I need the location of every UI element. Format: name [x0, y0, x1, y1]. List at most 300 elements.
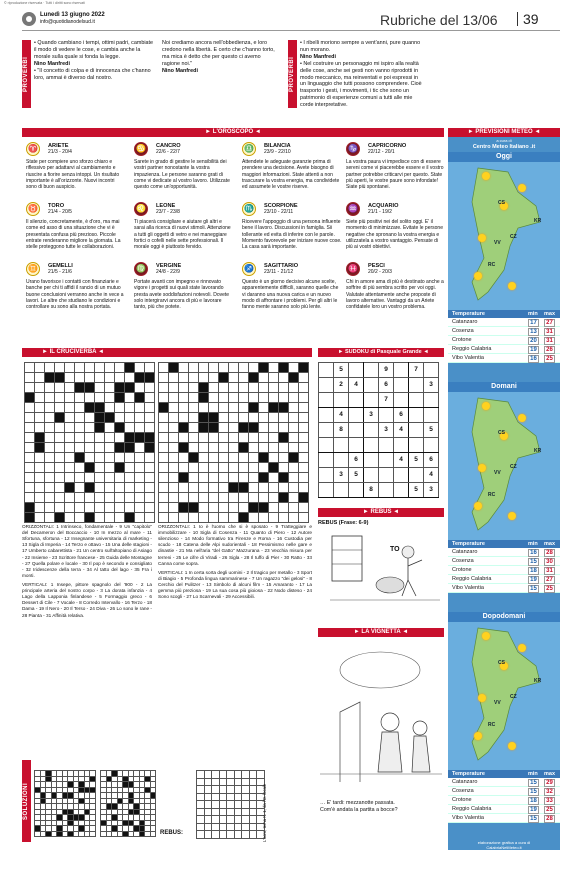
crossword-cell [75, 363, 85, 373]
sudoku-cell [319, 483, 334, 498]
crossword-cell [189, 403, 199, 413]
temperature-row [448, 327, 560, 336]
crossword-cell [169, 463, 179, 473]
cruciverba-title: ► IL CRUCIVERBA ◄ [22, 348, 312, 357]
crossword-cell [279, 403, 289, 413]
proverb-author: Nino Manfredi [300, 53, 336, 60]
sign-text: Attendete le adeguate garanzie prima di prendere una decisione. Avete bisogno di maggiori informazioni. State attenti a non trascurare la vostra energia, ma condividete ed assumete le vostre riserve. [242, 159, 340, 190]
crossword-cell [159, 393, 169, 403]
crossword-cell [65, 403, 75, 413]
crossword-cell [219, 433, 229, 443]
sudoku-cell [349, 363, 364, 378]
header-divider [517, 12, 518, 26]
crossword-cell [55, 413, 65, 423]
sudoku-cell [424, 393, 439, 408]
crossword-cell [125, 463, 135, 473]
crossword-cell [45, 373, 55, 383]
crossword-cell [234, 808, 242, 816]
city-marker: KR [534, 448, 542, 454]
zodiac-icon: ♑ [346, 142, 360, 156]
sudoku-cell [394, 363, 409, 378]
crossword-cell [279, 483, 289, 493]
crossword-cell [65, 413, 75, 423]
newspaper-logo [22, 12, 36, 26]
crossword-cell [35, 453, 45, 463]
crossword-cell [75, 463, 85, 473]
sudoku-cell [364, 363, 379, 378]
meteo-credit: elaborazione grafica a cura di [477, 840, 531, 845]
crossword-cell [279, 433, 289, 443]
sun-icon [474, 272, 482, 280]
sudoku-cell: 8 [364, 483, 379, 498]
crossword-cell [95, 443, 105, 453]
oroscopo-title: ► L'OROSCOPO ◄ [22, 128, 444, 137]
crossword-cell [259, 403, 269, 413]
crossword-cell [145, 363, 155, 373]
sign-name: VERGINE [156, 263, 182, 269]
clues-grid-1 [22, 524, 152, 724]
city-name: Cosenza [452, 558, 474, 564]
crossword-cell [234, 823, 242, 831]
rebus-title: ► REBUS ◄ [318, 508, 444, 517]
crossword-cell [179, 393, 189, 403]
min-temp: 19 [528, 576, 539, 584]
crossword-cell [242, 823, 250, 831]
crossword-cell [75, 383, 85, 393]
crossword-cell [234, 793, 242, 801]
crossword-cell [150, 831, 156, 837]
crossword-cell [249, 771, 257, 779]
meteo-forecasts [448, 152, 560, 838]
proverb-text: • I ribelli moriono sempre a vent'anni, pure quanno nun morano. [300, 40, 421, 53]
crossword-cell [159, 413, 169, 423]
crossword-cell [289, 373, 299, 383]
crossword-cell [279, 513, 289, 523]
crossword-cell [55, 493, 65, 503]
crossword-cell [55, 363, 65, 373]
solution-grid-2 [100, 770, 156, 837]
crossword-cell [145, 493, 155, 503]
crossword-cell [75, 373, 85, 383]
crossword-cell [239, 453, 249, 463]
solution-sudoku-grid [196, 770, 265, 839]
zodiac-icon: ♊ [26, 262, 40, 276]
crossword-cell [279, 423, 289, 433]
crossword-cell [115, 403, 125, 413]
sign-name: CANCRO [156, 143, 181, 149]
city-marker: CZ [510, 234, 517, 240]
sign-dates: 23/11 - 21/12 [264, 269, 294, 275]
sudoku-cell [349, 483, 364, 498]
crossword-cell [249, 463, 259, 473]
crossword-cell [259, 433, 269, 443]
crossword-cell [299, 453, 309, 463]
sudoku-cell [409, 423, 424, 438]
crossword-cell [242, 786, 250, 794]
crossword-cell [229, 363, 239, 373]
crossword-cell [145, 373, 155, 383]
crossword-cell [234, 816, 242, 824]
crossword-cell [219, 503, 229, 513]
sign-text: State per compiere uno sforzo chiaro e riflessivo per adattarvi al cambiamento e riuscire a fiorire senza intoppi. Un risultato importante è all'orizzonte. Nuovi incontri sono di buon auspicio. [26, 159, 120, 190]
city-name: Cosenza [452, 328, 474, 334]
crossword-cell [279, 453, 289, 463]
crossword-cell [159, 373, 169, 383]
crossword-cell [115, 473, 125, 483]
crossword-cell [259, 383, 269, 393]
crossword-cell [95, 433, 105, 443]
temperature-label: Temperature [452, 541, 485, 547]
crossword-cell [219, 808, 227, 816]
crossword-cell [219, 831, 227, 839]
crossword-cell [115, 413, 125, 423]
sudoku-cell: 3 [424, 483, 439, 498]
crossword-cell [249, 433, 259, 443]
sign-name: TORO [48, 203, 65, 209]
crossword-cell [269, 383, 279, 393]
crossword-cell [45, 363, 55, 373]
crossword-cell [179, 463, 189, 473]
sudoku-cell: 3 [379, 423, 394, 438]
crossword-cell [179, 513, 189, 523]
proverbi-label-right: PROVERBI [288, 40, 297, 108]
crossword-cell [125, 483, 135, 493]
crossword-cell [45, 403, 55, 413]
rebus-letters: TO [390, 546, 400, 553]
crossword-cell [95, 413, 105, 423]
zodiac-icon: ♉ [26, 202, 40, 216]
vignetta-caption: … E' tardi: mezzanotte passata. Com'è andata la partita a bocce? [320, 800, 398, 813]
forecast-day-title: Oggi [448, 152, 560, 162]
horoscope-sign [242, 202, 342, 260]
crossword-cell [212, 771, 220, 779]
crossword-cell [75, 403, 85, 413]
crossword-cell [197, 816, 205, 824]
crossword-cell [249, 513, 259, 523]
sun-icon [482, 402, 490, 410]
zodiac-icon: ♌ [134, 202, 148, 216]
horoscope-sign [134, 142, 234, 200]
sudoku-cell [334, 393, 349, 408]
sign-text: Il silenzio, concretamente, è d'oro, ma mai come ed asso di una situazione che vi è presentata confusa più prezioso. Piccole entrate renderanno migliore la giornata. La stelle proteggono tutte le collaborazioni. [26, 219, 121, 250]
crossword-cell [199, 503, 209, 513]
crossword-cell [209, 453, 219, 463]
crossword-cell [105, 373, 115, 383]
crossword-cell [189, 503, 199, 513]
min-temp: 16 [528, 355, 539, 363]
horoscope-sign [26, 202, 126, 260]
sudoku-cell [379, 408, 394, 423]
city-marker: RC [488, 722, 496, 728]
crossword-cell [65, 373, 75, 383]
crossword-cell [179, 453, 189, 463]
crossword-cell [179, 423, 189, 433]
crossword-cell [159, 503, 169, 513]
crossword-cell [212, 808, 220, 816]
crossword-cell [239, 363, 249, 373]
city-name: Vibo Valentia [452, 585, 484, 591]
sudoku-cell: 3 [334, 468, 349, 483]
city-name: Crotone [452, 567, 472, 573]
crossword-cell [105, 503, 115, 513]
meteo-day-panel [448, 612, 560, 838]
crossword-cell [229, 423, 239, 433]
sign-name: CAPRICORNO [368, 143, 407, 149]
zodiac-icon: ♏ [242, 202, 256, 216]
crossword-cell [227, 801, 235, 809]
crossword-cell [279, 493, 289, 503]
crossword-cell [125, 363, 135, 373]
crossword-cell [125, 413, 135, 423]
crossword-cell [249, 801, 257, 809]
crossword-cell [145, 503, 155, 513]
crossword-cell [135, 383, 145, 393]
crossword-cell [135, 433, 145, 443]
crossword-cell [105, 453, 115, 463]
crossword-cell [219, 453, 229, 463]
crossword-cell [145, 463, 155, 473]
crossword-cell [65, 383, 75, 393]
crossword-cell [289, 383, 299, 393]
crossword-cell [299, 383, 309, 393]
temperature-row [448, 787, 560, 796]
sign-text: Ti piacerà consigliare e aiutare gli altri e sarai alla ricerca di nuovi stimoli. Attenzione a tutti gli oggetti di vetro e nei maneggiare fortici o cofelli nelle sette professionali. Il morale oggi è piuttosto fervido. [134, 219, 231, 250]
sudoku-cell: 5 [334, 363, 349, 378]
crossword-cell [219, 823, 227, 831]
crossword-cell [234, 778, 242, 786]
sudoku-cell [409, 438, 424, 453]
max-temp: 27 [544, 319, 555, 327]
crossword-cell [209, 433, 219, 443]
crossword-cell [169, 493, 179, 503]
sudoku-cell: 9 [379, 363, 394, 378]
header-rule [22, 30, 560, 31]
crossword-cell [125, 373, 135, 383]
crossword-cell [159, 383, 169, 393]
crossword-cell [105, 463, 115, 473]
crossword-cell [219, 393, 229, 403]
sign-text: Urano favorisce i contatti con finanziarie e banche per chi ti affidi il rancio di un mutuo buone conclusioni verranno anche in vece a lavori. Le altre che studiano le condizioni e controllare su sono alla nostra portata. [26, 279, 124, 310]
crossword-cell [25, 453, 35, 463]
crossword-cell [159, 453, 169, 463]
min-temp: 13 [528, 328, 539, 336]
sudoku-label: ► SUDOKU [338, 349, 369, 355]
crossword-cell [65, 423, 75, 433]
crossword-cell [289, 483, 299, 493]
min-temp: 15 [528, 558, 539, 566]
horoscope-sign [242, 142, 342, 200]
min-temp: 15 [528, 779, 539, 787]
crossword-cell [227, 786, 235, 794]
crossword-cell [249, 778, 257, 786]
crossword-cell [234, 786, 242, 794]
crossword-cell [219, 493, 229, 503]
sign-text: Portate avanti con impegno e rinnovato vigore i progetti sui quali state lavorando presta avete soddisfazioni notevoli. Dovete solo intergirarvi ancora di più e lavorare tanto, più che potete. [134, 279, 230, 310]
crossword-cell [25, 363, 35, 373]
crossword-cell [95, 363, 105, 373]
sign-name: SCORPIONE [264, 203, 298, 209]
crossword-cell [239, 413, 249, 423]
crossword-cell [95, 513, 105, 523]
sun-icon [482, 172, 490, 180]
rebus-drawing-icon [330, 530, 440, 605]
crossword-cell [189, 463, 199, 473]
contact-email[interactable]: info@quotidianodelsud.it [40, 19, 95, 25]
solution-rebus-label: REBUS: [160, 830, 184, 836]
crossword-cell [227, 793, 235, 801]
crossword-cell [259, 423, 269, 433]
crossword-cell [169, 423, 179, 433]
meteo-title: ► PREVISIONI METEO ◄ [448, 128, 560, 137]
crossword-cell [35, 423, 45, 433]
zodiac-icon: ♓ [346, 262, 360, 276]
forecast-day-title: Domani [448, 382, 560, 392]
crossword-grid-1 [24, 362, 155, 523]
crossword-cell [45, 443, 55, 453]
crossword-cell [115, 393, 125, 403]
zodiac-icon: ♒ [346, 202, 360, 216]
crossword-cell [95, 453, 105, 463]
crossword-cell [299, 503, 309, 513]
crossword-cell [75, 413, 85, 423]
crossword-cell [299, 413, 309, 423]
max-temp: 30 [544, 558, 555, 566]
city-marker: RC [488, 492, 496, 498]
sign-dates: 20/2 - 20/3 [368, 269, 392, 275]
proverb-author: Nino Manfredi [162, 67, 198, 74]
city-marker: CZ [510, 694, 517, 700]
crossword-cell [209, 493, 219, 503]
proverb-author: Nino Manfredi [34, 60, 70, 67]
sign-text: Siete più positivi nei del solito oggi. E' il momento di minimizzare. Evitate le persone negative che spronano la vostra energia e utilizzatela a vostro vantaggio. Pensate di più ai vostri obiettivi. [346, 219, 443, 250]
crossword-cell [259, 413, 269, 423]
crossword-cell [197, 808, 205, 816]
crossword-cell [219, 473, 229, 483]
crossword-cell [189, 433, 199, 443]
sudoku-cell [379, 483, 394, 498]
crossword-cell [35, 503, 45, 513]
sudoku-cell [364, 423, 379, 438]
crossword-cell [199, 443, 209, 453]
crossword-cell [135, 483, 145, 493]
crossword-cell [65, 453, 75, 463]
sign-dates: 23/7 - 23/8 [156, 209, 180, 215]
crossword-cell [25, 463, 35, 473]
crossword-cell [95, 473, 105, 483]
crossword-cell [85, 473, 95, 483]
crossword-cell [75, 443, 85, 453]
crossword-cell [189, 443, 199, 453]
crossword-cell [45, 463, 55, 473]
crossword-cell [25, 373, 35, 383]
crossword-cell [289, 433, 299, 443]
max-temp: 25 [544, 355, 555, 363]
crossword-cell [199, 393, 209, 403]
crossword-cell [289, 443, 299, 453]
crossword-cell [249, 373, 259, 383]
sudoku-cell [424, 438, 439, 453]
crossword-cell [169, 363, 179, 373]
crossword-cell [242, 816, 250, 824]
crossword-cell [159, 483, 169, 493]
meteo-brand-pre: a cura di [496, 138, 512, 143]
min-label: min [528, 541, 538, 547]
crossword-cell [159, 403, 169, 413]
sun-icon [478, 464, 486, 472]
crossword-cell [169, 473, 179, 483]
sun-icon [508, 282, 516, 290]
crossword-cell [125, 513, 135, 523]
min-temp: 15 [528, 815, 539, 823]
crossword-cell [212, 786, 220, 794]
sudoku-cell: 7 [409, 363, 424, 378]
crossword-cell [85, 503, 95, 513]
crossword-cell [229, 443, 239, 453]
crossword-cell [239, 483, 249, 493]
sudoku-cell: 4 [394, 423, 409, 438]
page-number: 39 [523, 11, 539, 27]
crossword-cell [212, 778, 220, 786]
horoscope-sign [134, 262, 234, 320]
crossword-cell [65, 493, 75, 503]
sun-icon [518, 414, 526, 422]
calabria-map [448, 162, 560, 310]
crossword-cell [135, 393, 145, 403]
crossword-cell [204, 823, 212, 831]
crossword-cell [55, 403, 65, 413]
max-temp: 32 [544, 788, 555, 796]
crossword-cell [75, 423, 85, 433]
crossword-cell [249, 363, 259, 373]
crossword-cell [199, 403, 209, 413]
min-temp: 16 [528, 549, 539, 557]
crossword-cell [65, 483, 75, 493]
crossword-cell [219, 793, 227, 801]
crossword-cell [239, 433, 249, 443]
crossword-cell [234, 831, 242, 839]
crossword-cell [279, 473, 289, 483]
crossword-cell [45, 433, 55, 443]
crossword-cell [105, 383, 115, 393]
crossword-cell [199, 483, 209, 493]
crossword-cell [125, 433, 135, 443]
crossword-cell [249, 423, 259, 433]
min-temp: 18 [528, 797, 539, 805]
sign-text: Ricevere l'appoggio di una persona influente bene il lavoro. Discussioni in famiglia. Sii tollerante ed evita di inferire con le parole. Momento favorevole per iniziare nuove cose. La casa sarà importante. [242, 219, 342, 250]
sudoku-cell [334, 453, 349, 468]
zodiac-icon: ♋ [134, 142, 148, 156]
crossword-cell [279, 363, 289, 373]
crossword-cell [219, 403, 229, 413]
crossword-cell [269, 483, 279, 493]
temperature-label: Temperature [452, 771, 485, 777]
temperature-row [448, 584, 560, 593]
crossword-cell [289, 363, 299, 373]
crossword-cell [169, 433, 179, 443]
crossword-cell [229, 373, 239, 383]
crossword-cell [209, 363, 219, 373]
sudoku-cell [424, 408, 439, 423]
sign-dates: 21/3 - 20/4 [48, 149, 72, 155]
city-name: Catanzaro [452, 319, 478, 325]
crossword-cell [212, 823, 220, 831]
crossword-cell [299, 513, 309, 523]
crossword-cell [199, 453, 209, 463]
sign-text: Chi in amore ama di più è destinato anche a soffrire di più sembra scritto per voi oggi. Valutate attentamente anche proposte di lavoro alternative. Vantaggi da un Ariete confidatele loro un vostro problema. [346, 279, 444, 310]
crossword-cell [239, 403, 249, 413]
oroscopo-grid [22, 138, 444, 338]
sudoku-cell [349, 393, 364, 408]
